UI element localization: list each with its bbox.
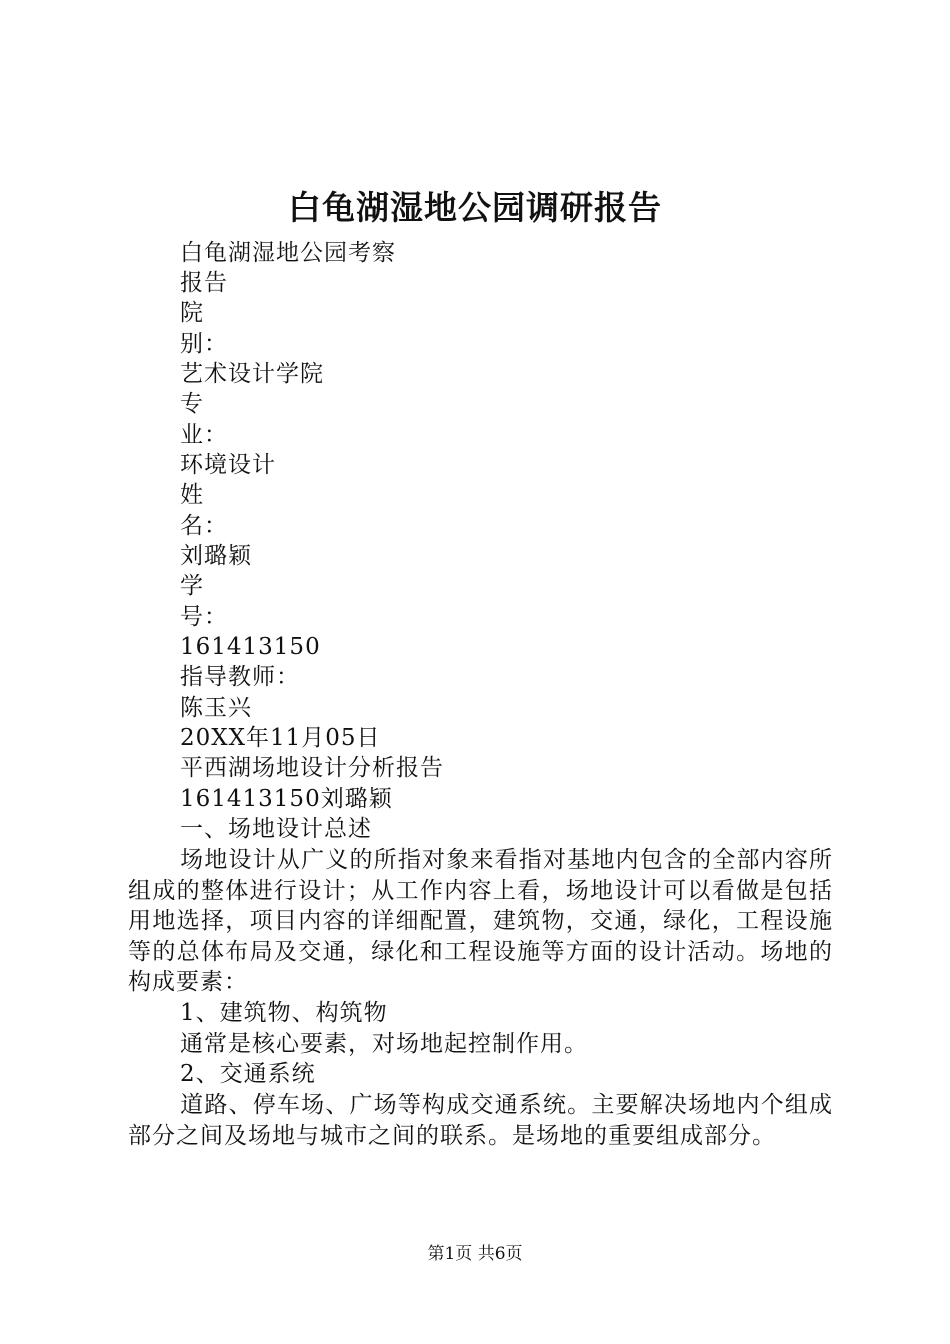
subheading-traffic: 2、交通系统 [180, 1061, 316, 1087]
cover-value-advisor: 陈玉兴 [180, 695, 252, 721]
cover-label-major-b: 业： [180, 422, 228, 448]
cover-label-college-a: 院 [180, 300, 204, 326]
paragraph-overview-text: 场地设计从广义的所指对象来看指对基地内包含的全部内容所组成的整体进行设计；从工作内容上看，场地设计可以看做是包括用地选择，项目内容的详细配置，建筑物，交通，绿化，工程设施等的总体布局及交通，绿化和工程设施等方面的设计活动。场地的构成要素： [128, 847, 833, 995]
cover-line-title: 白龟湖湿地公园考察 [180, 240, 396, 266]
cover-label-college-b: 别： [180, 331, 228, 357]
cover-date: 20XX年11月05日 [180, 725, 381, 751]
cover-value-id: 161413150 [180, 634, 321, 660]
cover-value-major: 环境设计 [180, 452, 276, 478]
cover-line-report: 报告 [180, 270, 228, 296]
cover-value-college: 艺术设计学院 [180, 361, 324, 387]
document-title: 白龟湖湿地公园调研报告 [288, 188, 662, 227]
page-footer: 第1页 共6页 [427, 1244, 523, 1264]
paragraph-traffic [128, 1090, 833, 1151]
cover-value-name: 刘璐颖 [180, 543, 252, 569]
cover-label-advisor: 指导教师： [180, 664, 300, 690]
cover-label-name-b: 名： [180, 513, 228, 539]
cover-label-major-a: 专 [180, 391, 204, 417]
paragraph-overview [128, 845, 833, 998]
paragraph-traffic-text: 道路、停车场、广场等构成交通系统。主要解决场地内个组成部分之间及场地与城市之间的联系。是场地的重要组成部分。 [128, 1092, 833, 1149]
cover-label-name-a: 姓 [180, 482, 204, 508]
subheading-buildings: 1、建筑物、构筑物 [180, 1000, 388, 1026]
cover-label-id-a: 学 [180, 573, 204, 599]
text-buildings: 通常是核心要素，对场地起控制作用。 [180, 1031, 588, 1057]
report-author: 161413150刘璐颖 [180, 786, 393, 812]
cover-label-id-b: 号： [180, 604, 228, 630]
section-heading: 一、场地设计总述 [180, 816, 372, 842]
report-subtitle: 平西湖场地设计分析报告 [180, 755, 444, 781]
